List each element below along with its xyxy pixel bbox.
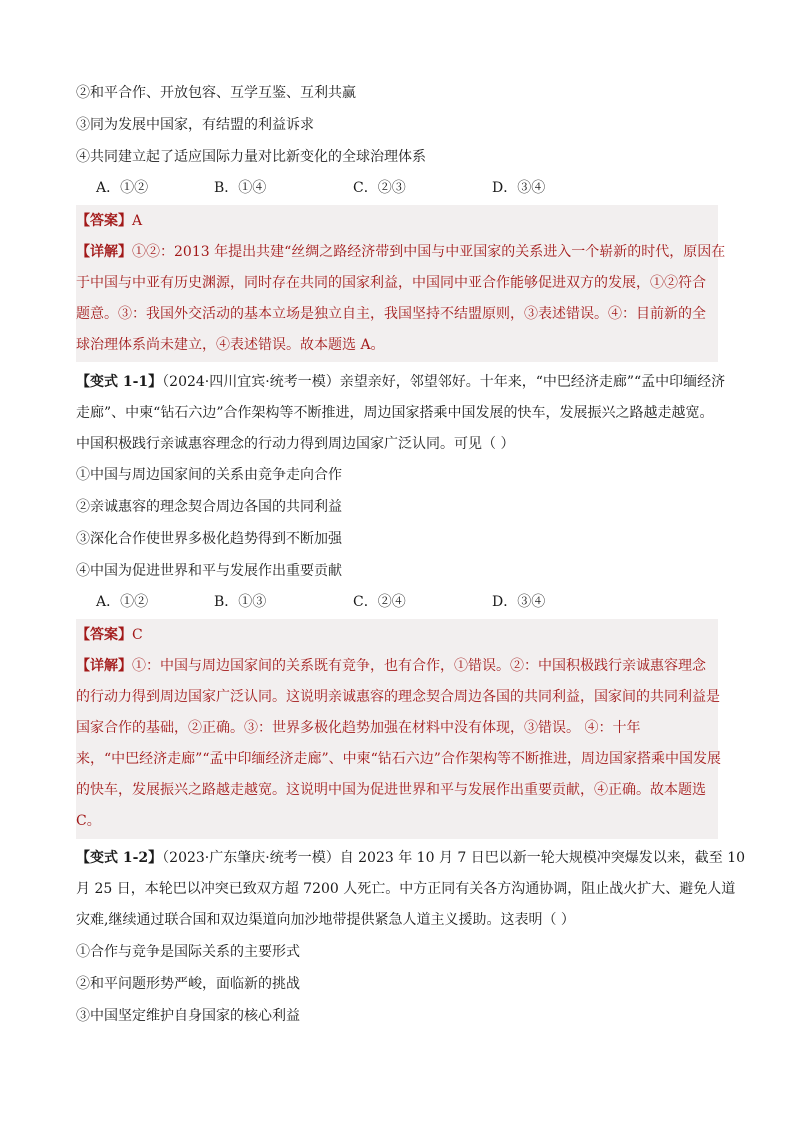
question-stem (76, 372, 726, 392)
choice-item: ③同为发展中国家，有结盟的利益诉求 (76, 117, 314, 133)
question-text: （2023·广东肇庆·统考一模）自 2023 年 10 月 7 日巴以新一轮大规模冲突爆发以来，截至 10 (162, 850, 746, 866)
option-c: C．②④ (353, 594, 406, 610)
answer-box (76, 205, 726, 362)
detail-line (76, 242, 726, 262)
option-a: A．①② (96, 180, 149, 196)
choice-item: ①中国与周边国家间的关系由竞争走向合作 (76, 467, 342, 483)
question-tag: 【变式 1-2】 (76, 850, 163, 866)
answer-value: C (132, 627, 143, 643)
option-a: A．①② (96, 594, 149, 610)
detail-line: 的行动力得到周边国家广泛认同。这说明亲诚惠容的理念契合周边各国的共同利益，国家间的共同利益是 (76, 689, 720, 705)
question-stem (76, 848, 746, 868)
detail-line: 于中国与中亚有历史渊源，同时存在共同的国家利益，中国同中亚合作能够促进双方的发展，①②符合 (76, 275, 706, 291)
question-stem-line: 中国积极践行亲诚惠容理念的行动力得到周边国家广泛认同。可见（ ） (76, 436, 515, 452)
detail-line (76, 656, 718, 676)
detail-tag: 【详解】 (76, 658, 132, 674)
choice-item: ②亲诚惠容的理念契合周边各国的共同利益 (76, 499, 342, 515)
question-stem-line: 月 25 日，本轮巴以冲突已致双方超 7200 人死亡。中方正同有关各方沟通协调，阻止战火扩大、避免人道 (76, 881, 736, 897)
answer-line (76, 211, 718, 231)
detail-text: ①②：2013 年提出共建“丝绸之路经济带到中国与中亚国家的关系进入一个崭新的时代，原因在 (132, 244, 726, 260)
option-d: D．③④ (492, 594, 546, 610)
option-c: C．②③ (353, 180, 406, 196)
detail-tag: 【详解】 (76, 244, 132, 260)
choice-item: ③中国坚定维护自身国家的核心利益 (76, 1008, 300, 1024)
answer-tag: 【答案】 (76, 627, 132, 643)
question-stem-line: 走廊”、中柬“钻石六边”合作架构等不断推进，周边国家搭乘中国发展的快车，发展振兴之路越走越宽。 (76, 405, 714, 421)
detail-line: 来，“中巴经济走廊”“孟中印缅经济走廊”、中柬“钻石六边”合作架构等不断推进，周边国家搭乘中国发展 (76, 751, 721, 767)
detail-text: ①：中国与周边国家间的关系既有竞争，也有合作，①错误。②：中国积极践行亲诚惠容理念 (132, 658, 706, 674)
detail-line: C。 (76, 813, 101, 829)
answer-tag: 【答案】 (76, 213, 132, 229)
choice-item: ④共同建立起了适应国际力量对比新变化的全球治理体系 (76, 149, 426, 165)
option-b: B．①④ (214, 180, 267, 196)
option-d: D．③④ (492, 180, 546, 196)
question-stem-line: 灾难,继续通过联合国和双边渠道向加沙地带提供紧急人道主义援助。这表明（ ） (76, 912, 575, 928)
answer-value: A (132, 213, 143, 229)
detail-line: 国家合作的基础，②正确。③：世界多极化趋势加强在材料中没有体现，③错误。 ④：十年 (76, 720, 641, 736)
choice-item: ②和平问题形势严峻，面临新的挑战 (76, 976, 300, 992)
question-tag: 【变式 1-1】 (76, 374, 163, 390)
answer-line (76, 625, 718, 645)
option-b: B．①③ (214, 594, 267, 610)
choice-item: ①合作与竞争是国际关系的主要形式 (76, 944, 300, 960)
question-text: （2024·四川宜宾·统考一模）亲望亲好，邻望邻好。十年来，“中巴经济走廊”“孟中印缅经济 (162, 374, 726, 390)
choice-item: ④中国为促进世界和平与发展作出重要贡献 (76, 563, 342, 579)
answer-box (76, 619, 721, 839)
detail-line: 球治理体系尚未建立，④表述错误。故本题选 A。 (76, 337, 385, 353)
detail-line: 题意。③：我国外交活动的基本立场是独立自主，我国坚持不结盟原则，③表述错误。④：目前新的全 (76, 306, 706, 322)
choice-item: ②和平合作、开放包容、互学互鉴、互利共赢 (76, 85, 356, 101)
detail-line: 的快车，发展振兴之路越走越宽。这说明中国为促进世界和平与发展作出重要贡献，④正确。故本题选 (76, 782, 706, 798)
choice-item: ③深化合作使世界多极化趋势得到不断加强 (76, 531, 342, 547)
